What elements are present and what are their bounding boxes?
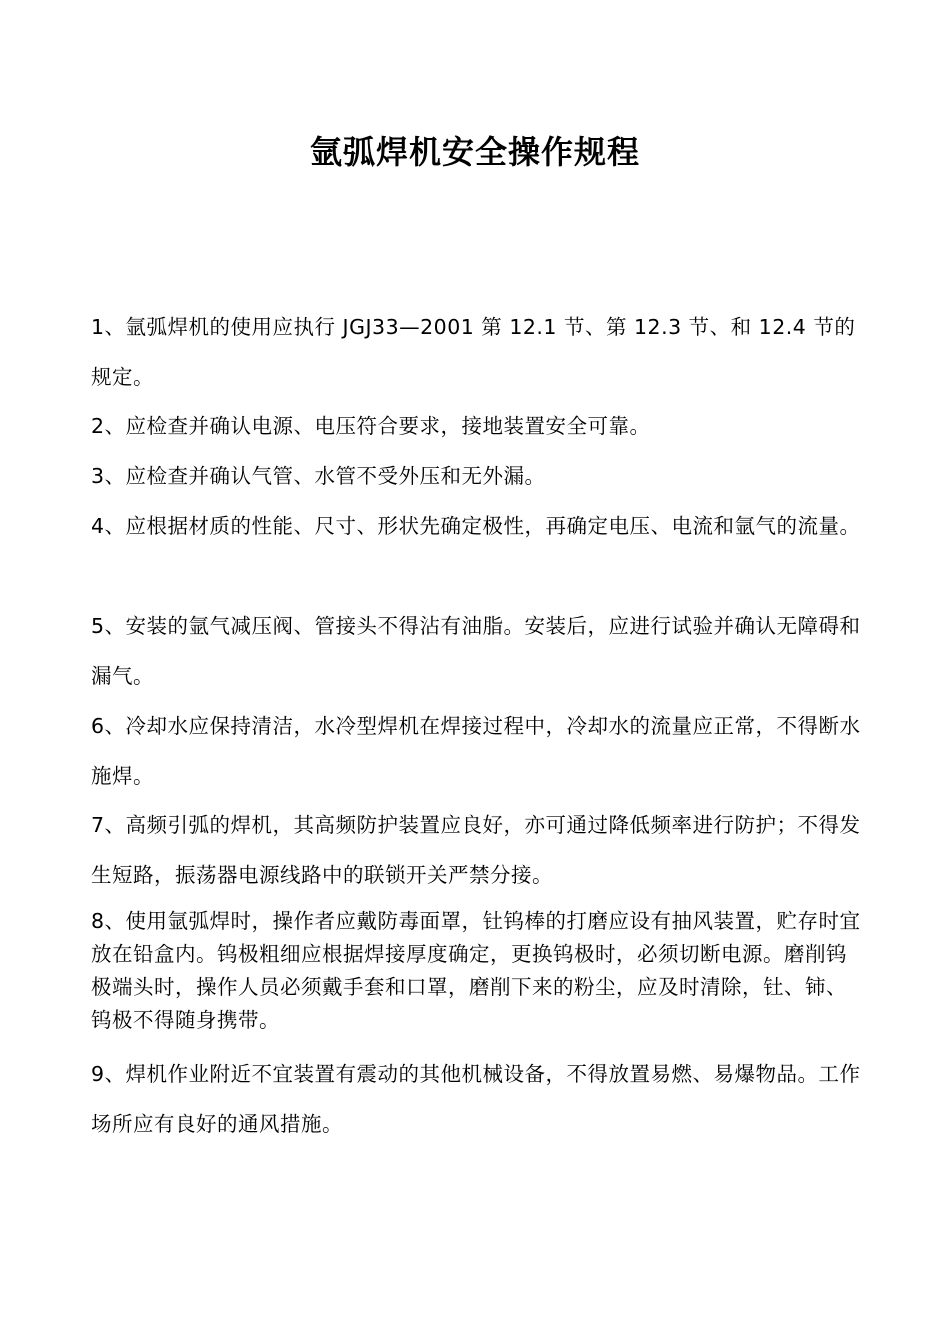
clause-8: 8、使用氩弧焊时，操作者应戴防毒面罩，钍钨棒的打磨应设有抽风装置，贮存时宜放在铅盒内。钨极粗细应根据焊接厚度确定，更换钨极时，必须切断电源。磨削钨极端头时，操作人员必须戴手套和口罩，磨削下来的粉尘，应及时清除，钍、铈、钨极不得随身携带。: [91, 909, 861, 1032]
clause-7: 7、高频引弧的焊机，其高频防护装置应良好，亦可通过降低频率进行防护；不得发生短路，振荡器电源线路中的联锁开关严禁分接。: [91, 813, 861, 887]
clause-4: 4、应根据材质的性能、尺寸、形状先确定极性，再确定电压、电流和氩气的流量。: [91, 514, 861, 538]
clause-1: 1、氩弧焊机的使用应执行 JGJ33—2001 第 12.1 节、第 12.3 节、和 12.4 节的规定。: [91, 315, 856, 389]
clause-9: 9、焊机作业附近不宜装置有震动的其他机械设备，不得放置易燃、易爆物品。工作场所应有良好的通风措施。: [91, 1062, 861, 1136]
clause-3: 3、应检查并确认气管、水管不受外压和无外漏。: [91, 464, 546, 488]
document-title: 氩弧焊机安全操作规程: [309, 133, 640, 171]
clause-5: 5、安装的氩气减压阀、管接头不得沾有油脂。安装后，应进行试验并确认无障碍和漏气。: [91, 614, 861, 688]
clause-6: 6、冷却水应保持清洁，水冷型焊机在焊接过程中，冷却水的流量应正常，不得断水施焊。: [91, 714, 861, 788]
clause-2: 2、应检查并确认电源、电压符合要求，接地装置安全可靠。: [91, 414, 651, 438]
